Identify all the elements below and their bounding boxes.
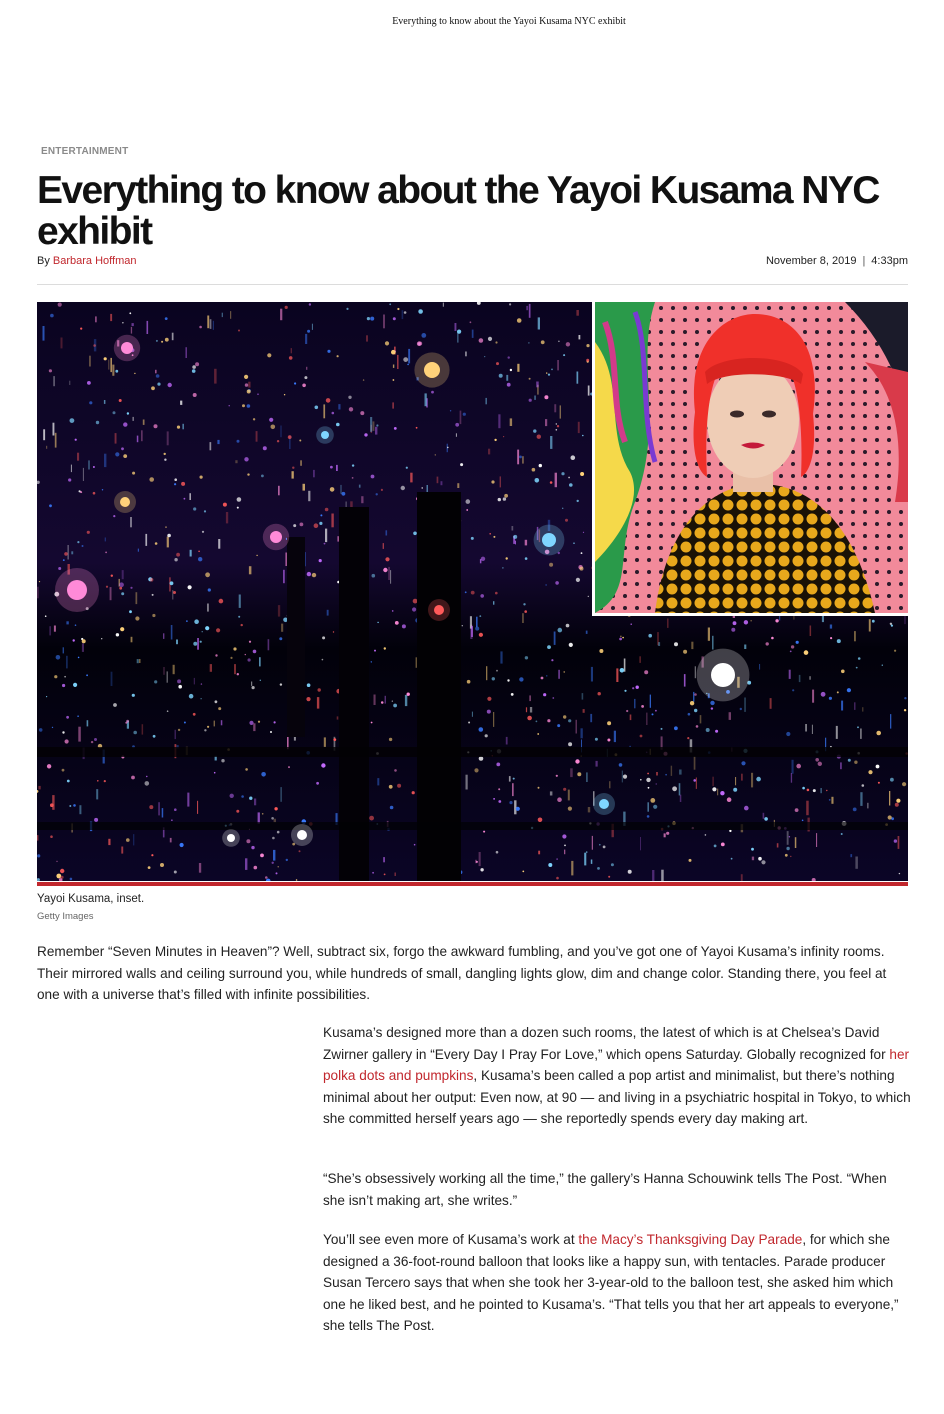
image-credit: Getty Images bbox=[37, 911, 94, 922]
body-paragraph-1 bbox=[323, 1022, 911, 1130]
image-caption: Yayoi Kusama, inset. bbox=[37, 893, 145, 905]
artist-portrait-photo bbox=[595, 302, 908, 613]
publish-date: November 8, 2019 bbox=[765, 255, 857, 267]
image-accent-bar bbox=[37, 882, 908, 886]
section-label[interactable]: ENTERTAINMENT bbox=[41, 146, 129, 157]
paragraph-text: , Kusama’s been called a pop artist and minimalist, but there’s nothing minimal about her output: Even now, at 90 — and living in a psychiatric hospital in Tokyo, to which she committed herself years ago — she reportedly spends every day making art. bbox=[323, 1068, 911, 1126]
author-link[interactable]: Barbara Hoffman bbox=[52, 255, 137, 267]
print-header: Everything to know about the Yayoi Kusama NYC exhibit bbox=[392, 16, 626, 27]
body-paragraph-3 bbox=[323, 1229, 911, 1337]
publish-time: 4:33pm bbox=[871, 255, 908, 267]
paragraph-text: Kusama’s designed more than a dozen such rooms, the latest of which is at Chelsea’s David Zwirner gallery in “Every Day I Pray For Love,” which opens Saturday. Globally recognized for bbox=[323, 1025, 890, 1062]
paragraph-text: , for which she designed a 36-foot-round balloon that looks like a happy sun, with tentacles. Parade producer Susan Tercero says that when she took her 3-year-old to the balloon test, she asked him which one he liked best, and he pointed to Kusama’s. “That tells you that her art appeals to everyone,” she tells The Post. bbox=[323, 1232, 899, 1333]
article-headline: Everything to know about the Yayoi Kusama NYC exhibit bbox=[37, 169, 879, 253]
date-separator: | bbox=[862, 255, 866, 267]
dateline bbox=[766, 255, 908, 267]
body-paragraph-2: “She’s obsessively working all the time,” the gallery’s Hanna Schouwink tells The Post. “When she isn’t making art, she writes.” bbox=[323, 1171, 887, 1208]
byline bbox=[37, 255, 136, 267]
byline-prefix: By bbox=[37, 255, 53, 267]
inset-portrait[interactable] bbox=[592, 302, 908, 616]
header-divider bbox=[37, 284, 908, 285]
polka-dots-link[interactable]: her polka dots and pumpkins bbox=[323, 1046, 910, 1083]
lead-paragraph: Remember “Seven Minutes in Heaven”? Well, subtract six, forgo the awkward fumbling, and you’ve got one of Yayoi Kusama’s infinity rooms. Their mirrored walls and ceiling surround you, while hundreds of small, dangling lights glow, dim and change color. Standing there, you feel at one with a universe that’s filled with infinite possibilities. bbox=[37, 944, 887, 1002]
parade-link[interactable]: the Macy’s Thanksgiving Day Parade bbox=[578, 1232, 803, 1247]
paragraph-text: You’ll see even more of Kusama’s work at bbox=[323, 1232, 579, 1247]
